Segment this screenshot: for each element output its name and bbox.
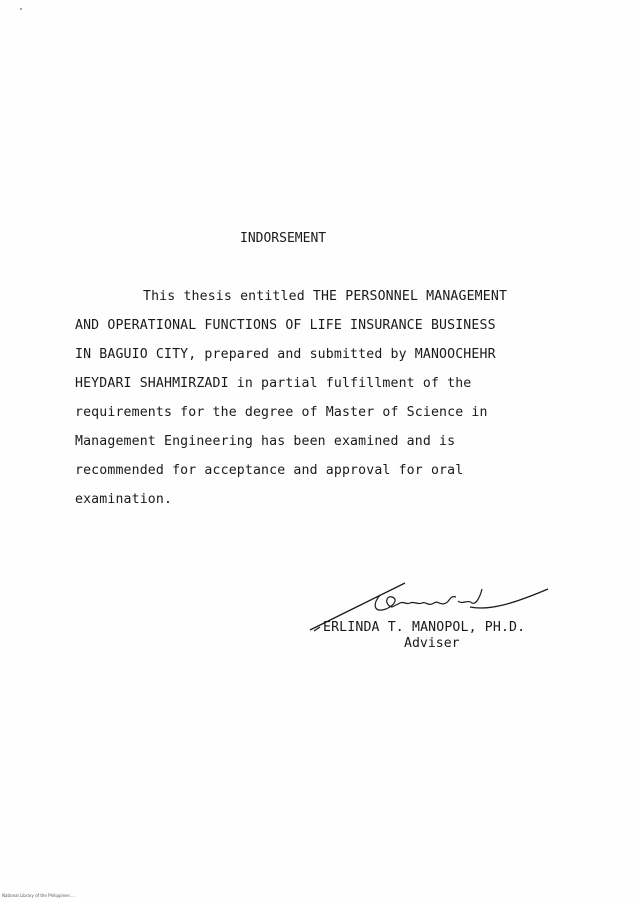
body-line: HEYDARI SHAHMIRZADI in partial fulfillment of the: [75, 376, 472, 391]
signatory-name: ERLINDA T. MANOPOL, PH.D.: [323, 620, 526, 635]
scan-footer: National Library of the Philippines ...: [2, 893, 75, 898]
scan-speck: [20, 8, 22, 10]
page-heading: INDORSEMENT: [240, 231, 327, 246]
body-line: examination.: [75, 492, 173, 507]
body-line: AND OPERATIONAL FUNCTIONS OF LIFE INSURANCE BUSINESS: [75, 318, 496, 333]
signatory-role: Adviser: [404, 636, 460, 651]
body-line: IN BAGUIO CITY, prepared and submitted by MANOOCHEHR: [75, 347, 496, 362]
body-line: recommended for acceptance and approval for oral: [75, 463, 464, 478]
body-line: requirements for the degree of Master of Science in: [75, 405, 488, 420]
body-line: Management Engineering has been examined and is: [75, 434, 456, 449]
body-line: This thesis entitled THE PERSONNEL MANAGEMENT: [143, 289, 508, 304]
